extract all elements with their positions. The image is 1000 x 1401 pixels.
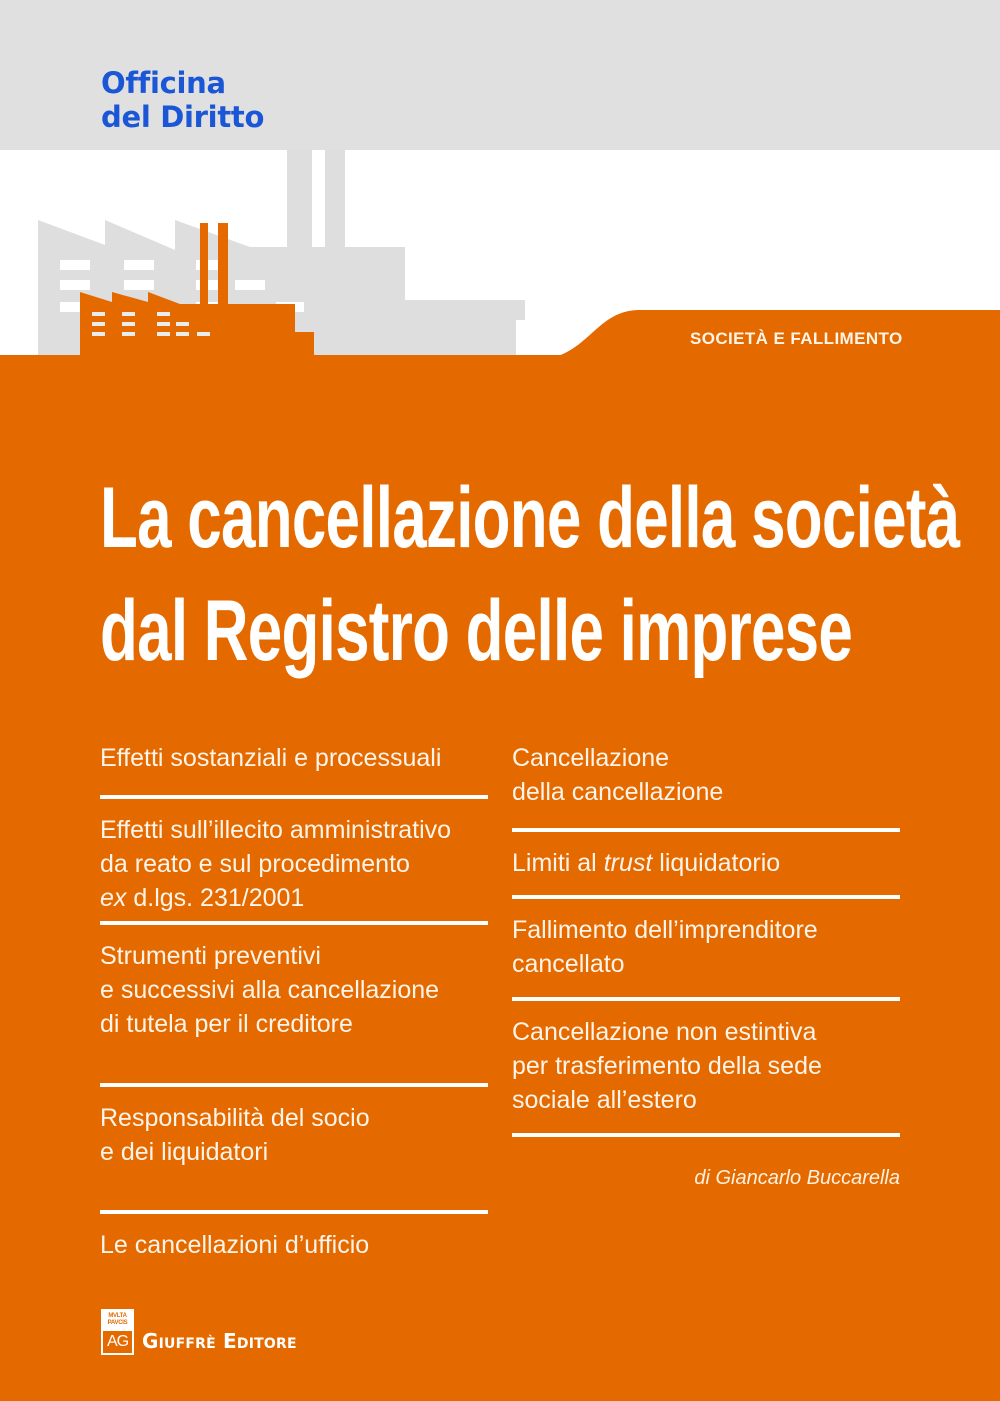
topic-line: Responsabilità del socio	[100, 1104, 370, 1132]
book-title-line1: La cancellazione della società	[100, 470, 960, 566]
topic-line: Cancellazione	[512, 744, 670, 772]
topic-line: e dei liquidatori	[100, 1138, 269, 1166]
topic-prefix: Limiti al	[512, 849, 604, 877]
publisher-logo	[101, 1309, 297, 1355]
topic-line: cancellato	[512, 950, 625, 978]
topics-right-column	[512, 738, 900, 1137]
topic-item	[100, 1214, 488, 1262]
topic-line: di tutela per il creditore	[100, 1010, 353, 1038]
topic-line: Effetti sostanziali e processuali	[100, 744, 442, 772]
topic-suffix: liquidatorio	[652, 849, 781, 877]
book-title	[100, 462, 960, 688]
topic-line: Le cancellazioni d’ufficio	[100, 1231, 370, 1259]
topic-line	[100, 881, 488, 915]
topic-item	[512, 738, 900, 813]
topic-line: Cancellazione non estintiva	[512, 1018, 817, 1046]
topic-item	[100, 1087, 488, 1210]
topic-item	[100, 799, 488, 921]
topic-line: per trasferimento della sede	[512, 1052, 822, 1080]
series-name-line2: del Diritto	[101, 100, 265, 134]
publisher-motto	[103, 1311, 132, 1331]
publisher-name: Giuffrè Editore	[142, 1329, 297, 1353]
topic-item	[512, 832, 900, 895]
topic-line: Strumenti preventivi	[100, 942, 321, 970]
topics-left-column	[100, 738, 488, 1262]
topic-item	[100, 925, 488, 1083]
topic-line: Effetti sull’illecito amministrativo	[100, 816, 452, 844]
topic-line	[512, 846, 900, 880]
book-title-line2: dal Registro delle imprese	[100, 583, 853, 679]
topic-line: da reato e sul procedimento	[100, 850, 410, 878]
category-label: SOCIETÀ E FALLIMENTO	[690, 329, 903, 348]
author: di Giancarlo Buccarella	[694, 1167, 900, 1189]
topic-item	[512, 899, 900, 997]
publisher-emblem-icon	[101, 1309, 134, 1355]
topic-line: sociale all’estero	[512, 1086, 697, 1114]
topic-line: Fallimento dell’imprenditore	[512, 916, 818, 944]
topic-line-rest: d.lgs. 231/2001	[126, 884, 305, 912]
topic-item	[512, 1001, 900, 1133]
topic-italic: ex	[100, 884, 127, 912]
topic-line: e successivi alla cancellazione	[100, 976, 440, 1004]
divider	[512, 1133, 900, 1137]
publisher-motto-line1: MVLTA	[108, 1313, 127, 1319]
series-name	[101, 66, 264, 134]
publisher-initials: AG	[106, 1333, 129, 1350]
publisher-motto-line2: PAVCIS	[107, 1320, 128, 1326]
series-name-line1: Officina	[101, 66, 226, 100]
topic-italic: trust	[603, 849, 653, 877]
topic-line: della cancellazione	[512, 778, 724, 806]
topic-item	[100, 738, 488, 779]
